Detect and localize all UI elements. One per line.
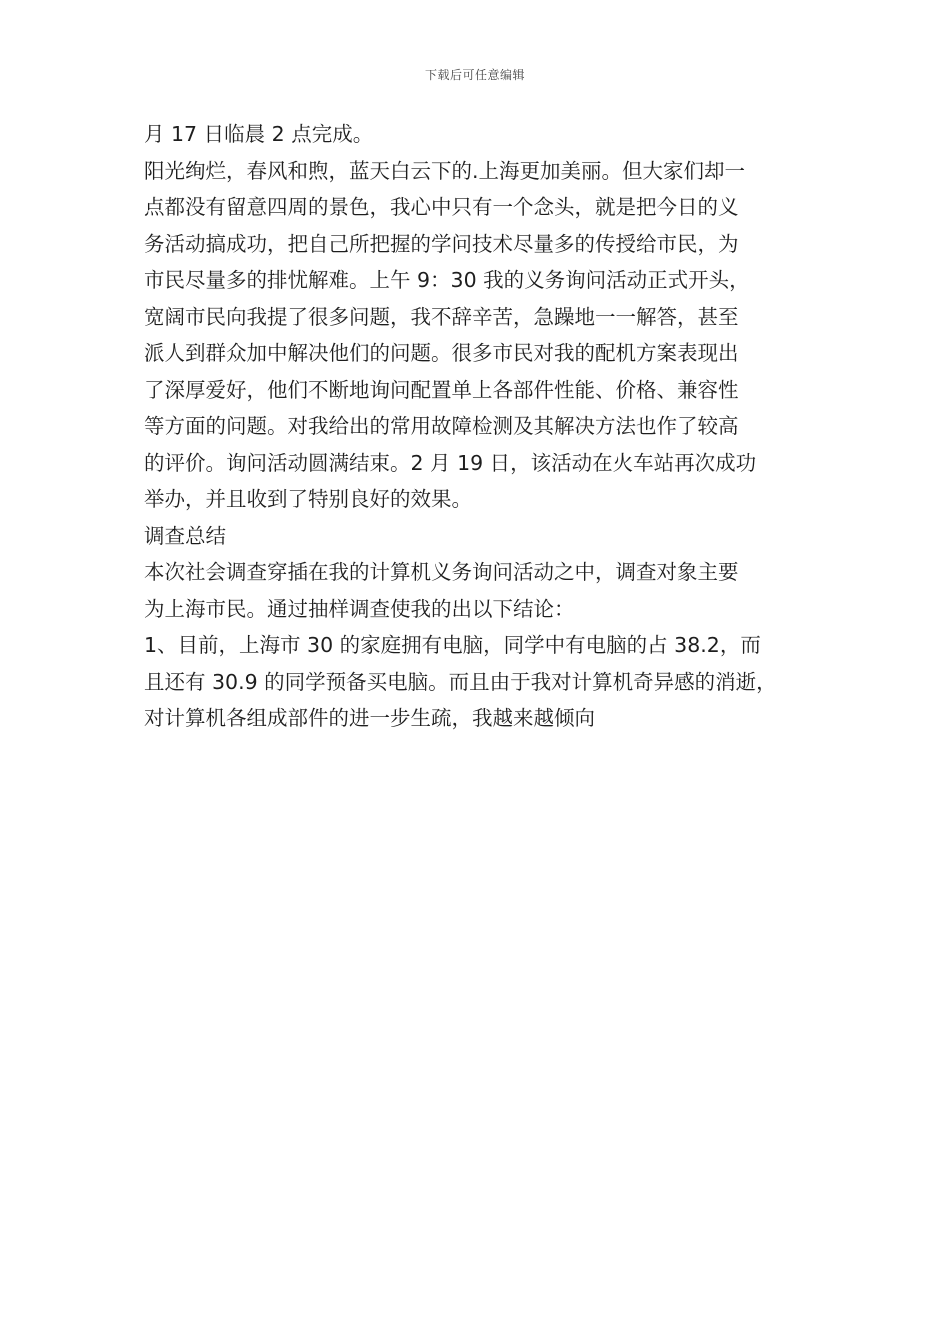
- body-text: [144, 116, 814, 737]
- page-header: 下载后可任意编辑: [424, 68, 525, 82]
- text-line: 市民尽量多的排忧解难。上午 9：30 我的义务询问活动正式开头，: [144, 268, 750, 292]
- text-line: 1、目前，上海市 30 的家庭拥有电脑，同学中有电脑的占 38.2，而: [144, 633, 761, 657]
- text-line: 宽阔市民向我提了很多问题，我不辞辛苦，急躁地一一解答，甚至: [144, 304, 739, 329]
- text-line: 且还有 30.9 的同学预备买电脑。而且由于我对计算机奇异感的消逝，: [144, 669, 777, 694]
- text-line: 举办，并且收到了特别良好的效果。: [144, 487, 472, 511]
- text-line: 派人到群众加中解决他们的问题。很多市民对我的配机方案表现出: [144, 341, 739, 365]
- text-line: 阳光绚烂，春风和煦，蓝天白云下的.上海更加美丽。但大家们却一: [144, 158, 746, 183]
- text-line: 的评价。询问活动圆满结束。2 月 19 日，该活动在火车站再次成功: [144, 450, 757, 475]
- text-line: 等方面的问题。对我给出的常用故障检测及其解决方法也作了较高: [144, 414, 739, 438]
- text-line: 为上海市民。通过抽样调查使我的出以下结论：: [144, 596, 575, 621]
- text-line: 月 17 日临晨 2 点完成。: [144, 122, 374, 146]
- text-line: 点都没有留意四周的景色，我心中只有一个念头，就是把今日的义: [144, 195, 739, 219]
- text-line: 对计算机各组成部件的进一步生疏，我越来越倾向: [144, 706, 595, 730]
- text-line: 了深厚爱好，他们不断地询问配置单上各部件性能、价格、兼容性: [144, 377, 739, 402]
- section-heading: 调查总结: [144, 523, 226, 548]
- text-line: 本次社会调查穿插在我的计算机义务询问活动之中，调查对象主要: [144, 560, 739, 584]
- text-line: 务活动搞成功，把自己所把握的学问技术尽量多的传授给市民，为: [144, 231, 739, 256]
